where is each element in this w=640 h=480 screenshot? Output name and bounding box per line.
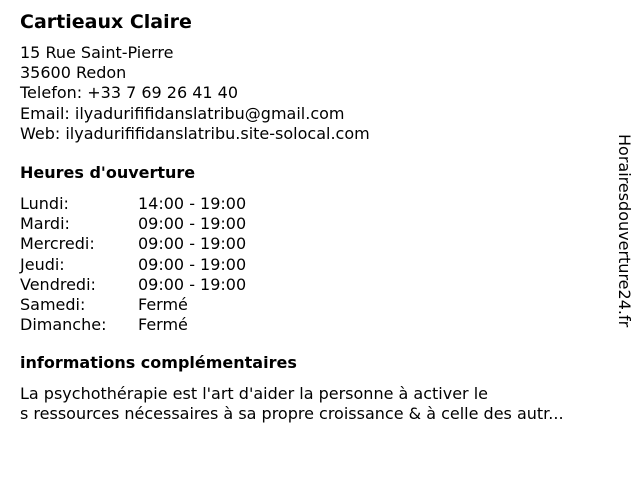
additional-info-heading: informations complémentaires — [20, 353, 297, 372]
email-address: Email: ilyadurififidanslatribu@gmail.com — [20, 103, 345, 123]
day-label: Jeudi: — [20, 254, 65, 274]
day-label: Mardi: — [20, 214, 70, 234]
info-line-1: La psychothérapie est l'art d'aider la personne à activer le — [20, 384, 488, 403]
hours-value: Fermé — [138, 315, 188, 335]
hours-row-tuesday — [20, 214, 246, 234]
hours-row-friday — [20, 275, 246, 295]
site-watermark-text: Horairesdouverture24.fr — [615, 134, 634, 328]
hours-value: 09:00 - 19:00 — [138, 234, 247, 254]
phone-number: Telefon: +33 7 69 26 41 40 — [20, 83, 239, 103]
site-watermark — [613, 134, 637, 371]
hours-value: Fermé — [138, 295, 188, 315]
day-label: Lundi: — [20, 194, 69, 213]
hours-value: 14:00 - 19:00 — [138, 194, 247, 213]
opening-hours-table — [20, 194, 246, 335]
website-address: Web: ilyadurififidanslatribu.site-solocal.com — [20, 123, 370, 143]
business-name: Cartieaux Claire — [20, 11, 192, 33]
day-label: Mercredi: — [20, 234, 95, 254]
day-label: Samedi: — [20, 295, 86, 315]
hours-value: 09:00 - 19:00 — [138, 254, 247, 274]
day-label: Vendredi: — [20, 274, 96, 294]
hours-row-saturday — [20, 295, 246, 315]
hours-value: 09:00 - 19:00 — [138, 214, 247, 234]
contact-block — [20, 43, 370, 144]
hours-row-monday — [20, 194, 246, 214]
hours-row-thursday — [20, 255, 246, 275]
opening-hours-heading: Heures d'ouverture — [20, 163, 196, 182]
hours-row-sunday — [20, 315, 246, 335]
additional-info-text — [20, 384, 564, 424]
address-city: 35600 Redon — [20, 63, 127, 83]
day-label: Dimanche: — [20, 315, 107, 335]
hours-value: 09:00 - 19:00 — [138, 274, 247, 294]
info-line-2: s ressources nécessaires à sa propre croissance & à celle des autr... — [20, 404, 564, 424]
address-street: 15 Rue Saint-Pierre — [20, 43, 174, 62]
hours-row-wednesday — [20, 234, 246, 254]
